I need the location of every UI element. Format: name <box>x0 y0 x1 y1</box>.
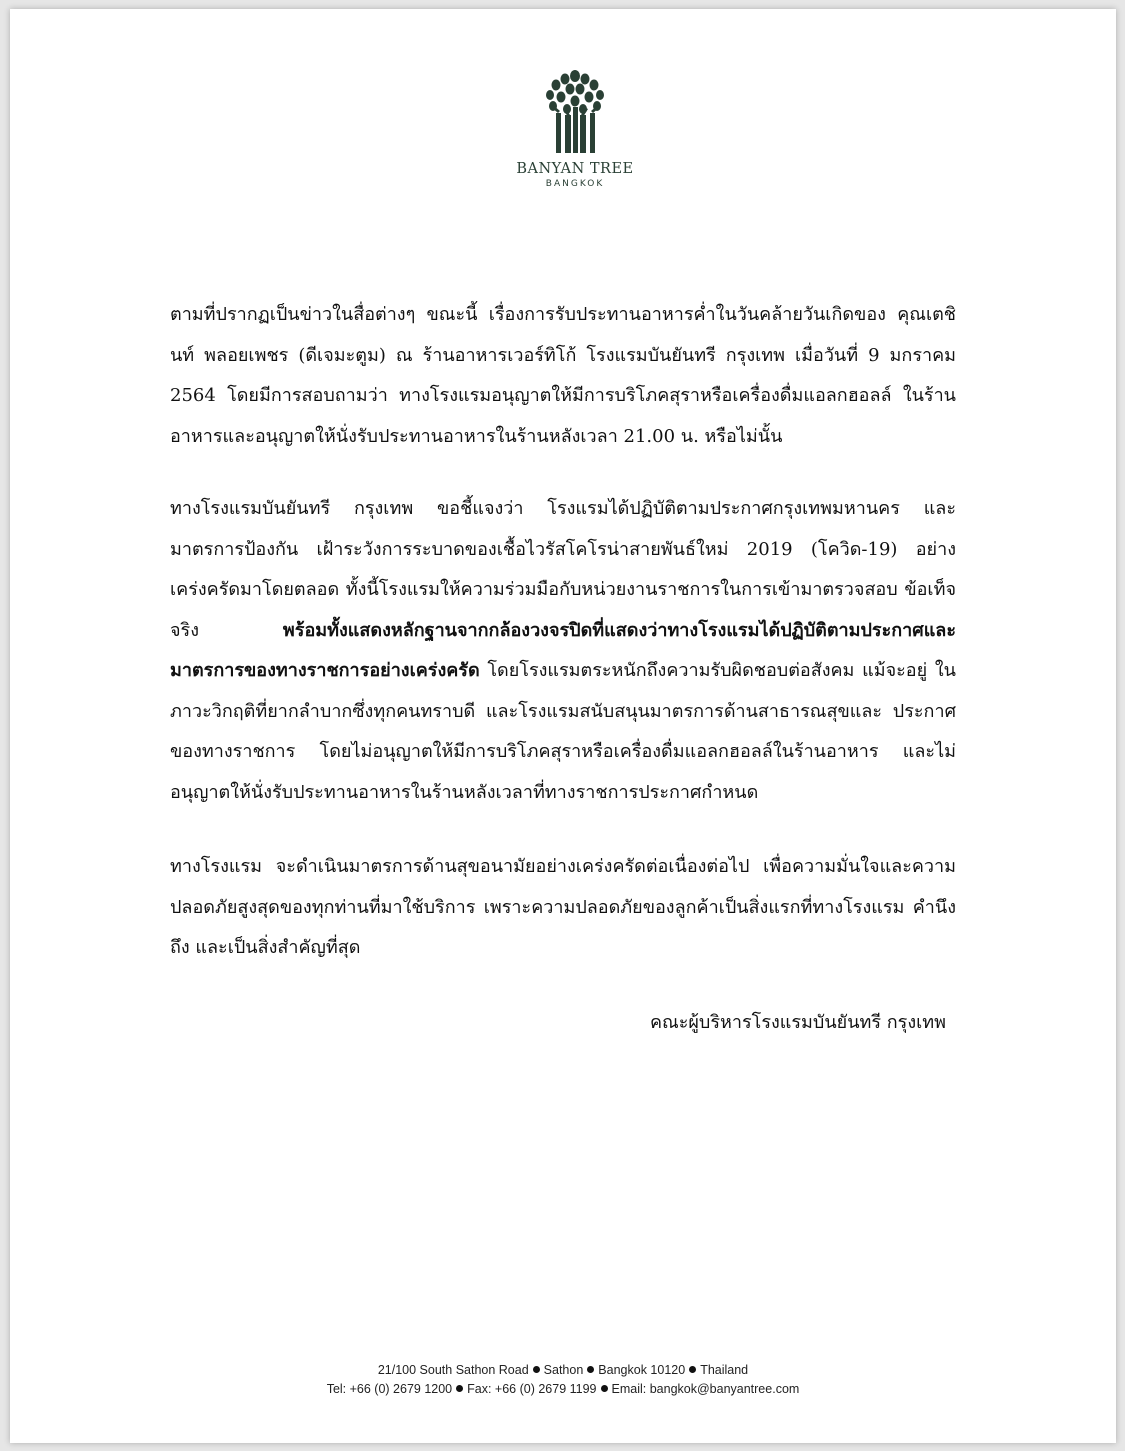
footer-contact <box>10 1380 1116 1398</box>
footer-street: 21/100 South Sathon Road <box>377 1363 529 1377</box>
paragraph-2-intro: ทางโรงแรมบันยันทรี กรุงเทพ ขอชี้แจงว่า โรงแรมได้ปฏิบัติตามประกาศกรุงเทพมหานคร และ มาตรการป้องกัน เฝ้าระวังการระบาดของเชื้อไวรัสโคโรน่าสายพันธ์ใหม่ 2019 (โควิด-19) อย่าง เคร่งครัดมาโดยตลอด ทั้งนี้โรงแรมให้ความร่วมมือกับหน่วยงานราชการในการเข้ามาตรวจสอบ ข้อเท็จจริง <box>170 498 956 641</box>
bullet-icon <box>533 1366 540 1373</box>
hotel-logo <box>510 69 640 189</box>
footer-address <box>10 1361 1116 1379</box>
signoff: คณะผู้บริหารโรงแรมบันยันทรี กรุงเทพ <box>649 1012 946 1033</box>
logo-name: BANYAN TREE <box>516 161 634 177</box>
bullet-icon <box>689 1366 696 1373</box>
paragraph-2-bold: พร้อมทั้งแสดงหลักฐานจากกล้องวงจรปิดที่แสดงว่าทางโรงแรมได้ปฏิบัติตามประกาศและ มาตรการของทางราชการอย่างเคร่งครัด <box>170 619 956 681</box>
footer-tel: Tel: +66 (0) 2679 1200 <box>326 1382 453 1396</box>
bullet-icon <box>587 1366 594 1373</box>
footer-email: Email: bangkok@banyantree.com <box>611 1382 800 1396</box>
paragraph-1: ตามที่ปรากฏเป็นข่าวในสื่อต่างๆ ขณะนี้ เรื่องการรับประทานอาหารค่ำในวันคล้ายวันเกิดของ คุณเตชินท์ พลอยเพชร (ดีเจมะตูม) ณ ร้านอาหารเวอร์ทิโก้ โรงแรมบันยันทรี กรุงเทพ เมื่อวันที่ 9 มกราคม 2564 โดยมีการสอบถามว่า ทางโรงแรมอนุญาตให้มีการบริโภคสุราหรือเครื่องดื่มแอลกฮอลล์ ในร้านอาหารและอนุญาตให้นั่งรับประทานอาหารในร้านหลังเวลา 21.00 น. หรือไม่นั้น <box>170 304 956 447</box>
logo-city: BANGKOK <box>545 179 605 189</box>
paragraph-3: ทางโรงแรม จะดำเนินมาตรการด้านสุขอนามัยอย่างเคร่งครัดต่อเนื่องต่อไป เพื่อความมั่นใจและความ ปลอดภัยสูงสุดของทุกท่านที่มาใช้บริการ เพราะความปลอดภัยของลูกค้าเป็นสิ่งแรกที่ทางโรงแรม คำนึงถึง และเป็นสิ่งสำคัญที่สุด <box>170 856 956 958</box>
letter-page <box>10 9 1116 1443</box>
footer-city: Bangkok 10120 <box>598 1363 686 1377</box>
bullet-icon <box>456 1385 463 1392</box>
bullet-icon <box>601 1385 608 1392</box>
footer-country: Thailand <box>700 1363 749 1377</box>
banyan-tree-icon <box>543 69 607 153</box>
paragraph-2 <box>170 489 956 813</box>
paragraph-2-rest: โดยโรงแรมตระหนักถึงความรับผิดชอบต่อสังคม แม้จะอยู่ ในภาวะวิกฤติที่ยากลำบากซึ่งทุกคนทราบดี และโรงแรมสนับสนุนมาตรการด้านสาธารณสุขและ ประกาศของทางราชการ โดยไม่อนุญาตให้มีการบริโภคสุราหรือเครื่องดื่มแอลกฮอลล์ในร้านอาหาร และไม่อนุญาตให้นั่งรับประทานอาหารในร้านหลังเวลาที่ทางราชการประกาศกำหนด <box>170 660 956 803</box>
footer-district: Sathon <box>543 1363 584 1377</box>
footer-fax: Fax: +66 (0) 2679 1199 <box>467 1382 597 1396</box>
